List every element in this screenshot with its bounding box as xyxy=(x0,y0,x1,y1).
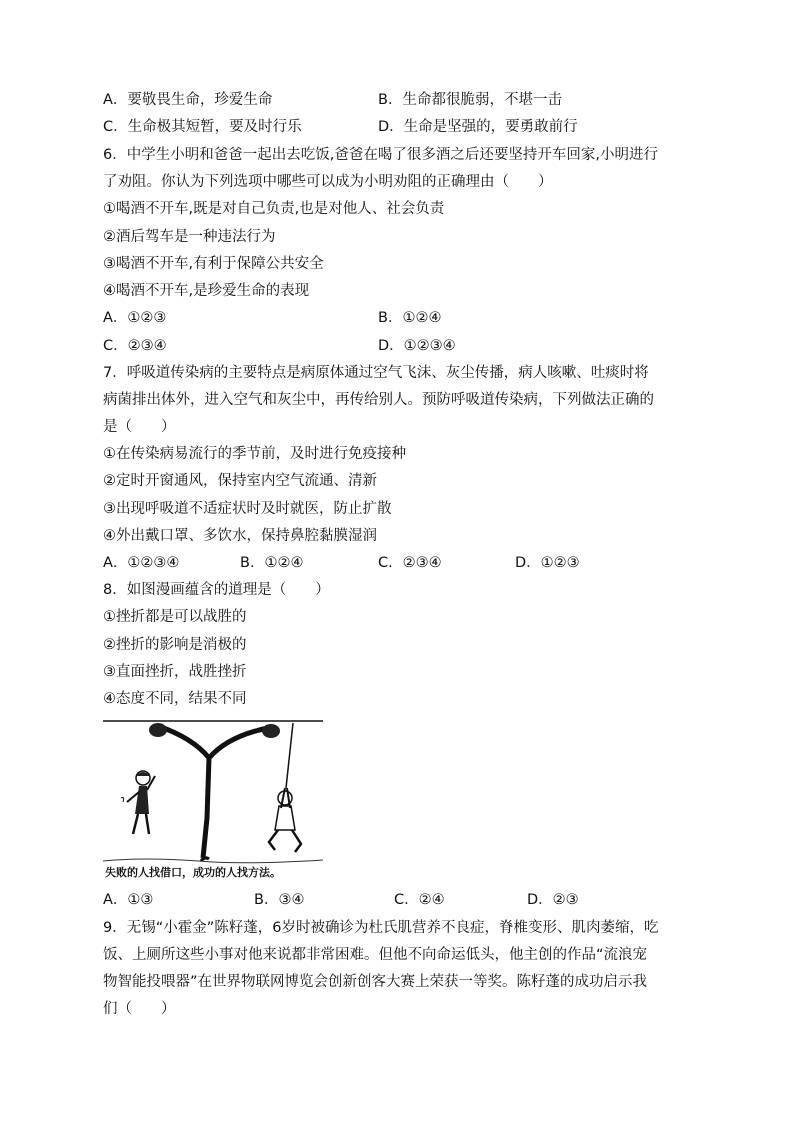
q9-stem-line1: 9．无锡“小霍金”陈籽蓬，6岁时被确诊为杜氏肌营养不良症，脊椎变形、肌肉萎缩，吃 xyxy=(103,920,659,936)
q7-option-d: D．①②③ xyxy=(515,555,580,571)
q8-option-b: B．③④ xyxy=(254,892,305,908)
cartoon-drawing xyxy=(103,718,323,884)
q9-stem-line3: 物智能投喂器”在世界物联网博览会创新创客大赛上荣获一等奖。陈籽蓬的成功启示我 xyxy=(103,974,648,990)
q6-statement-3: ③喝酒不开车,有利于保障公共安全 xyxy=(103,256,324,272)
q6-statement-2: ②酒后驾车是一种违法行为 xyxy=(103,229,276,245)
q6-option-b: B．①②④ xyxy=(378,310,442,326)
q7-statement-2: ②定时开窗通风，保持室内空气流通、清新 xyxy=(103,473,377,489)
q7-stem-line1: 7．呼吸道传染病的主要特点是病原体通过空气飞沫、灰尘传播，病人咳嗽、吐痰时将 xyxy=(103,365,649,381)
q8-statement-2: ②挫折的影响是消极的 xyxy=(103,637,247,653)
q7-option-c: C．②③④ xyxy=(378,555,442,571)
q8-statement-3: ③直面挫折，战胜挫折 xyxy=(103,664,247,680)
q7-statement-4: ④外出戴口罩、多饮水，保持鼻腔黏膜湿润 xyxy=(103,528,377,544)
q8-option-c: C．②④ xyxy=(394,892,445,908)
q7-statement-1: ①在传染病易流行的季节前，及时进行免疫接种 xyxy=(103,446,406,462)
q6-statement-4: ④喝酒不开车,是珍爱生命的表现 xyxy=(103,283,310,299)
q8-statement-4: ④态度不同，结果不同 xyxy=(103,691,247,707)
q6-stem-line1: 6．中学生小明和爸爸一起出去吃饭,爸爸在喝了很多酒之后还要坚持开车回家,小明进行 xyxy=(103,147,658,163)
q7-option-b: B．①②④ xyxy=(240,555,304,571)
q5-option-c: C．生命极其短暂，要及时行乐 xyxy=(103,119,302,135)
q6-stem-line2: 了劝阻。你认为下列选项中哪些可以成为小明劝阻的正确理由（ ） xyxy=(103,174,553,190)
q6-option-a: A．①②③ xyxy=(103,310,167,326)
q6-option-d: D．①②③④ xyxy=(378,338,456,354)
q8-cartoon-image xyxy=(103,718,323,884)
q5-option-a: A．要敬畏生命，珍爱生命 xyxy=(103,92,273,108)
q9-stem-line2: 饭、上厕所这些小事对他来说都非常困难。但他不向命运低头，他主创的作品“流浪宠 xyxy=(103,947,648,963)
q6-statement-1: ①喝酒不开车,既是对自己负责,也是对他人、社会负责 xyxy=(103,201,445,217)
q5-option-b: B．生命都很脆弱，不堪一击 xyxy=(378,92,562,108)
q7-option-a: A．①②③④ xyxy=(103,555,180,571)
q8-stem: 8．如图漫画蕴含的道理是（ ） xyxy=(103,582,330,598)
q7-stem-line2: 病菌排出体外，进入空气和灰尘中，再传给别人。预防呼吸道传染病，下列做法正确的 xyxy=(103,392,654,408)
q6-option-c: C．②③④ xyxy=(103,338,167,354)
q8-statement-1: ①挫折都是可以战胜的 xyxy=(103,609,247,625)
q5-option-d: D．生命是坚强的，要勇敢前行 xyxy=(378,119,578,135)
q9-stem-line4: 们（ ） xyxy=(103,1001,176,1017)
q8-option-a: A．①③ xyxy=(103,892,154,908)
q7-stem-line3: 是（ ） xyxy=(103,419,176,435)
q8-option-d: D．②③ xyxy=(527,892,579,908)
q7-statement-3: ③出现呼吸道不适症状时及时就医，防止扩散 xyxy=(103,501,392,517)
cartoon-caption: 失败的人找借口，成功的人找方法。 xyxy=(105,866,281,879)
